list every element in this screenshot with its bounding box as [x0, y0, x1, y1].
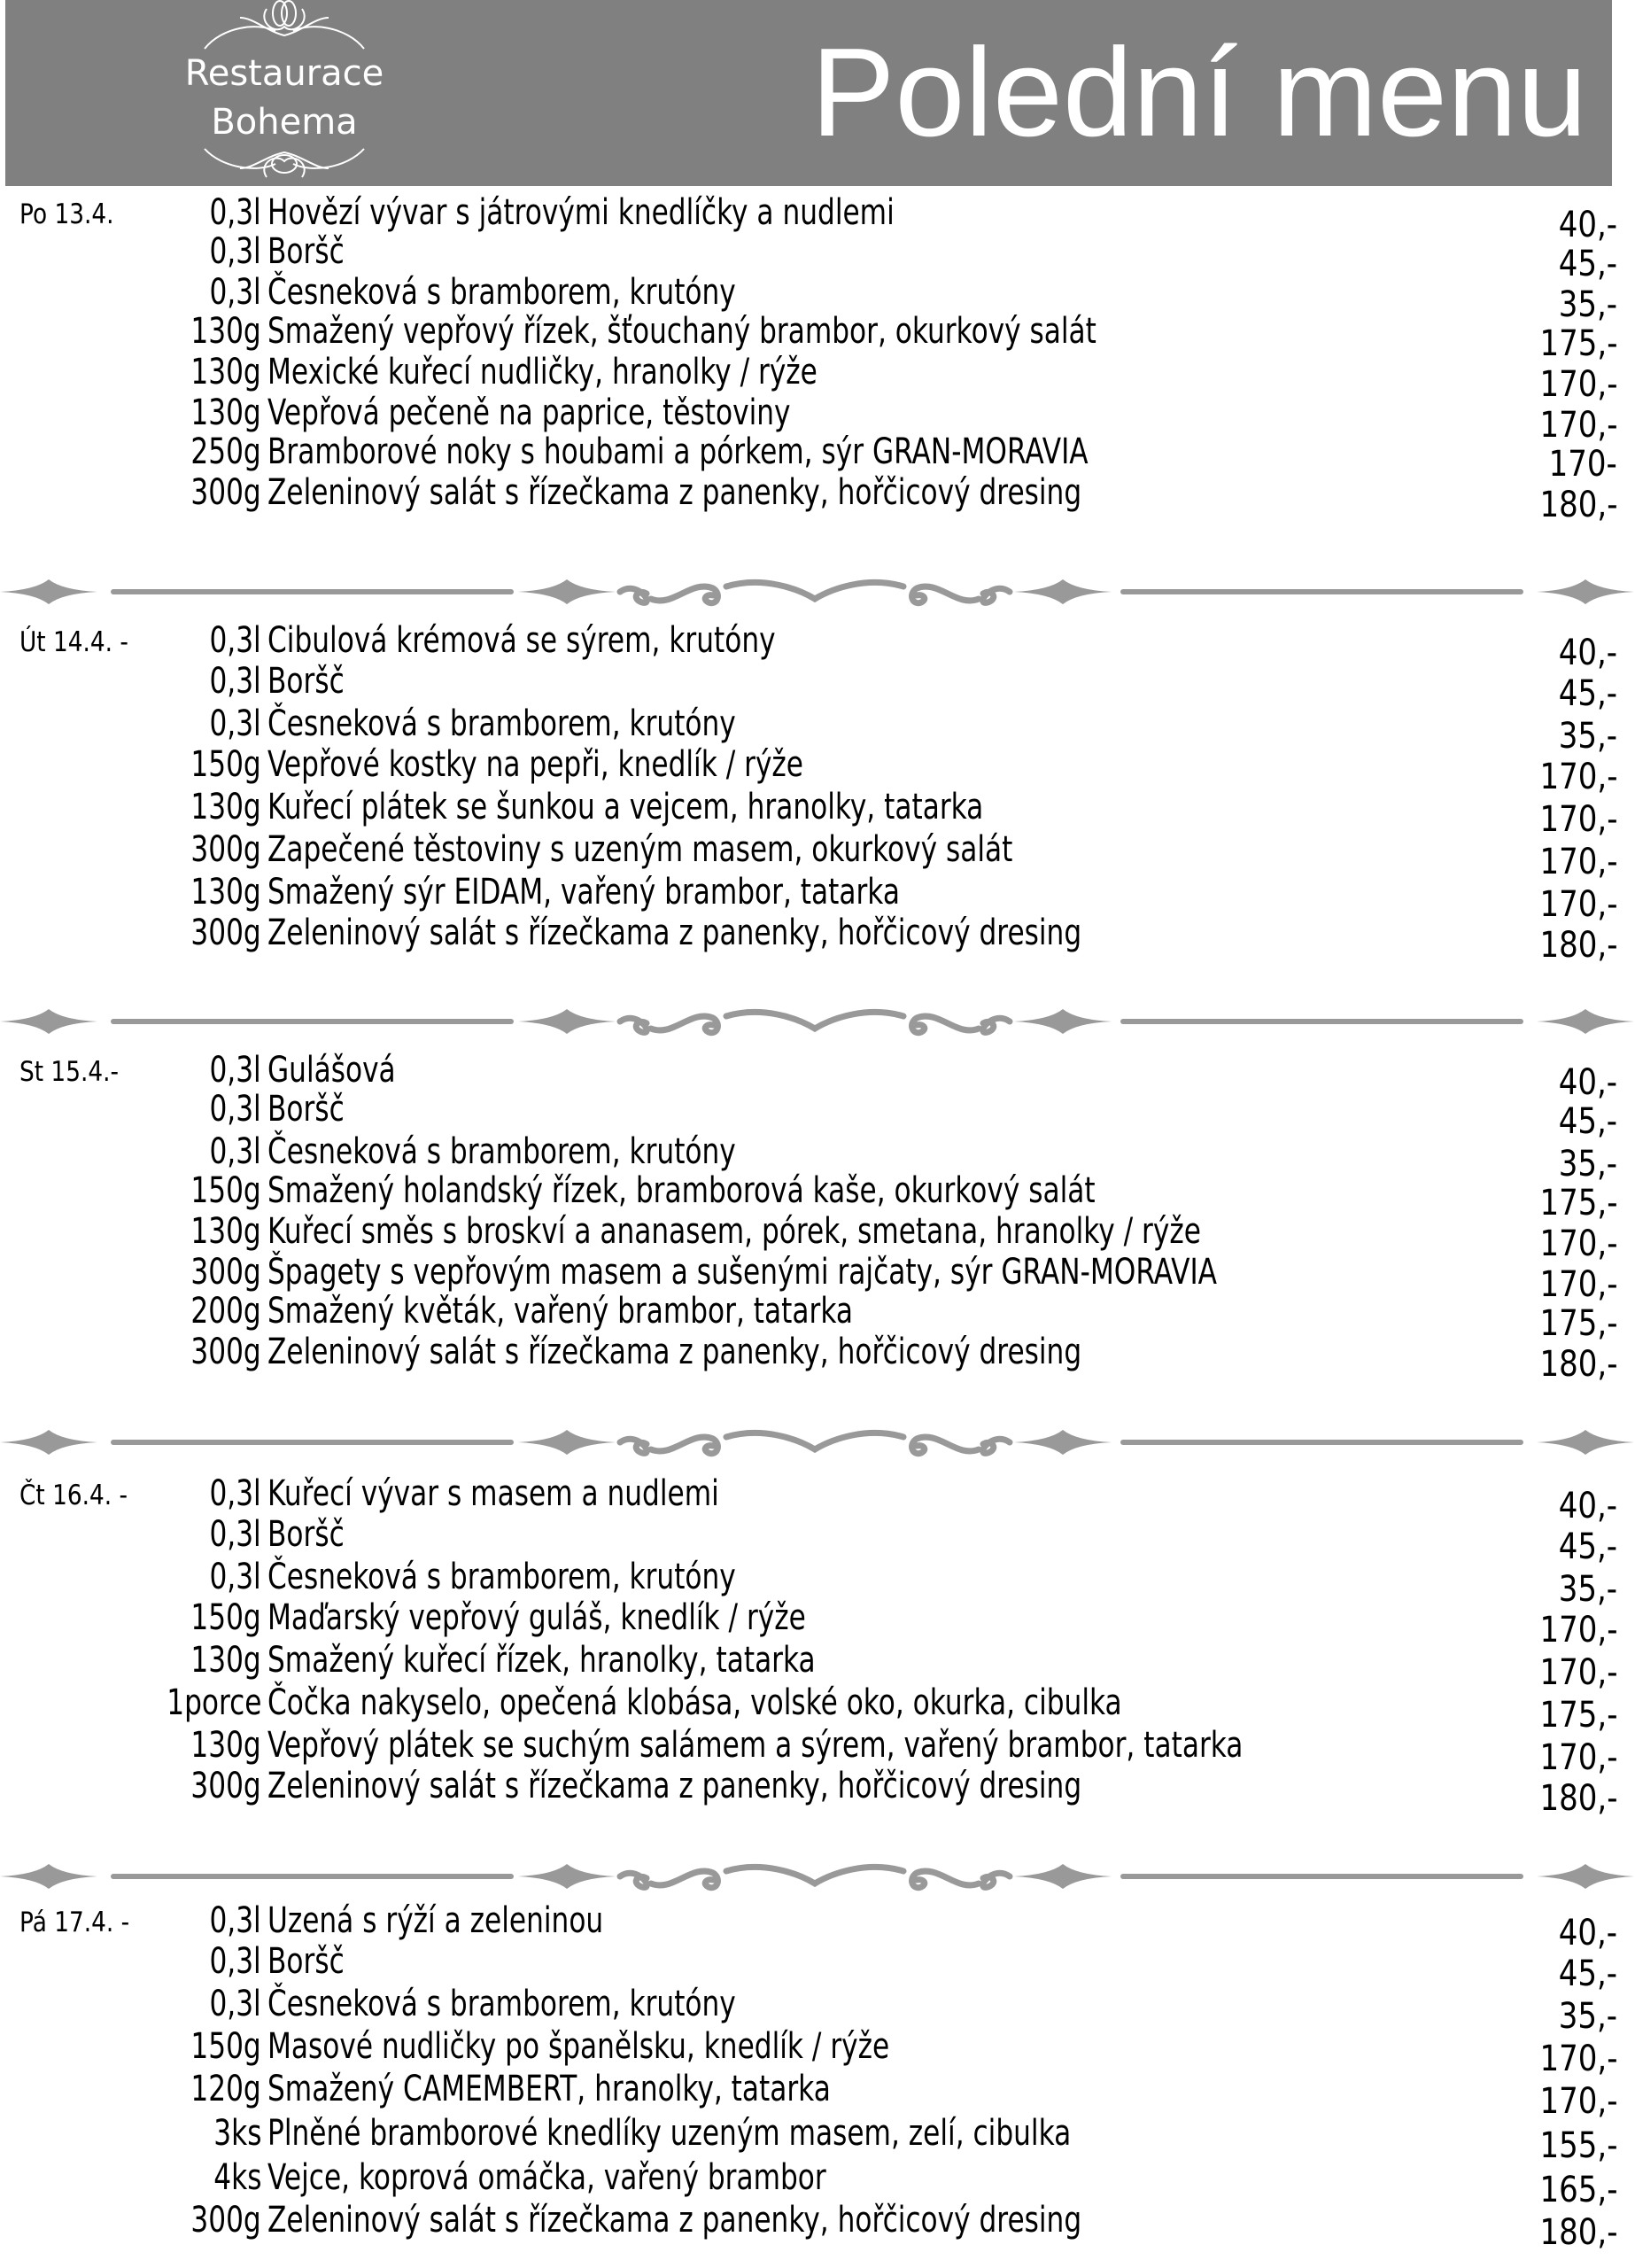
menu-item	[0, 2199, 1635, 2253]
menu-item	[0, 786, 1635, 840]
item-dish: Smažený květák, vařený brambor, tatarka	[267, 1291, 853, 1332]
item-price: 170,-	[1539, 405, 1617, 446]
item-price: 155,-	[1539, 2125, 1617, 2166]
item-quantity: 300g	[190, 913, 261, 953]
item-dish: Česneková s bramborem, krutóny	[267, 1131, 736, 1172]
item-dish: Smažený vepřový řízek, šťouchaný brambor, okurkový salát	[267, 311, 1096, 352]
item-dish: Gulášová	[267, 1050, 396, 1091]
item-quantity: 200g	[190, 1291, 261, 1332]
menu-item	[0, 828, 1635, 882]
item-price: 170,-	[1539, 799, 1617, 840]
item-quantity: 130g	[190, 352, 261, 392]
menu-item	[0, 1049, 1635, 1103]
item-quantity: 1porce	[166, 1682, 261, 1723]
day-label: Út 14.4. -	[19, 626, 128, 658]
menu-item	[0, 743, 1635, 797]
item-dish: Zapečené těstoviny s uzeným masem, okurkový salát	[267, 829, 1013, 870]
item-price: 180,-	[1539, 1344, 1617, 1385]
menu-item	[0, 1169, 1635, 1223]
item-dish: Mexické kuřecí nudličky, hranolky / rýže	[267, 352, 818, 392]
item-quantity: 300g	[190, 1252, 261, 1293]
menu-item	[0, 1210, 1635, 1264]
item-price: 40,-	[1558, 205, 1617, 245]
item-quantity: 130g	[190, 872, 261, 913]
item-quantity: 0,3l	[209, 1131, 261, 1172]
day-label: Pá 17.4. -	[19, 1907, 130, 1938]
item-price: 45,-	[1558, 1953, 1617, 1994]
logo-text-bohema: Bohema	[211, 102, 358, 143]
item-price: 45,-	[1558, 1101, 1617, 1142]
item-price: 180,-	[1539, 1778, 1617, 1819]
menu-item	[0, 1596, 1635, 1651]
ornament-divider	[0, 576, 1635, 611]
menu-item	[0, 912, 1635, 966]
item-quantity: 300g	[190, 472, 261, 513]
menu-item	[0, 2156, 1635, 2210]
item-quantity: 130g	[190, 787, 261, 827]
menu-item	[0, 703, 1635, 757]
item-quantity: 150g	[190, 2026, 261, 2067]
menu-item	[0, 191, 1635, 245]
restaurant-logo	[151, 0, 417, 186]
item-dish: Masové nudličky po španělsku, knedlík / rýže	[267, 2026, 890, 2067]
item-dish: Vepřový plátek se suchým salámem a sýrem, vařený brambor, tatarka	[267, 1725, 1244, 1766]
item-dish: Zeleninový salát s řízečkama z panenky, hořčicový dresing	[267, 913, 1082, 953]
item-price: 45,-	[1558, 1526, 1617, 1567]
item-quantity: 130g	[190, 1725, 261, 1766]
menu-item	[0, 310, 1635, 364]
menu-item	[0, 2068, 1635, 2122]
item-price: 170,-	[1539, 364, 1617, 405]
divider-ornament-icon	[0, 576, 1635, 611]
item-price: 170-	[1548, 444, 1617, 485]
item-dish: Smažený holandský řízek, bramborová kaše, okurkový salát	[267, 1170, 1096, 1211]
item-quantity: 300g	[190, 1332, 261, 1372]
item-quantity: 120g	[190, 2069, 261, 2109]
item-quantity: 130g	[190, 311, 261, 352]
menu-item	[0, 2025, 1635, 2079]
item-quantity: 250g	[190, 431, 261, 472]
item-price: 170,-	[1539, 1737, 1617, 1778]
menu-item	[0, 2112, 1635, 2166]
item-dish: Zeleninový salát s řízečkama z panenky, hořčicový dresing	[267, 1766, 1082, 1806]
item-price: 170,-	[1539, 884, 1617, 925]
menu-item	[0, 1724, 1635, 1778]
item-dish: Česneková s bramborem, krutóny	[267, 1557, 736, 1597]
item-dish: Zeleninový salát s řízečkama z panenky, hořčicový dresing	[267, 472, 1082, 513]
header-banner	[5, 0, 1612, 186]
menu-item	[0, 1983, 1635, 2037]
divider-ornament-icon	[0, 1860, 1635, 1896]
divider-ornament-icon	[0, 1006, 1635, 1041]
item-quantity: 150g	[190, 1170, 261, 1211]
item-dish: Česneková s bramborem, krutóny	[267, 272, 736, 313]
divider-ornament-icon	[0, 1426, 1635, 1462]
item-quantity: 130g	[190, 392, 261, 433]
item-price: 180,-	[1539, 2212, 1617, 2253]
item-dish: Česneková s bramborem, krutóny	[267, 703, 736, 744]
menu-item	[0, 230, 1635, 284]
item-price: 175,-	[1539, 1183, 1617, 1223]
ornament-divider	[0, 1860, 1635, 1896]
item-quantity: 0,3l	[209, 192, 261, 233]
item-dish: Špagety s vepřovým masem a sušenými rajčaty, sýr GRAN-MORAVIA	[267, 1252, 1218, 1293]
item-quantity: 300g	[190, 2200, 261, 2241]
page-title: Polední menu	[810, 22, 1587, 163]
menu-item	[0, 1765, 1635, 1819]
item-price: 175,-	[1539, 323, 1617, 364]
item-quantity: 0,3l	[209, 1514, 261, 1555]
item-dish: Smažený CAMEMBERT, hranolky, tatarka	[267, 2069, 831, 2109]
item-dish: Čočka nakyselo, opečená klobása, volské oko, okurka, cibulka	[267, 1682, 1122, 1723]
item-price: 45,-	[1558, 244, 1617, 284]
menu-item	[0, 660, 1635, 714]
menu-item	[0, 351, 1635, 405]
item-quantity: 0,3l	[209, 1941, 261, 1982]
item-price: 170,-	[1539, 757, 1617, 797]
menu-item	[0, 1556, 1635, 1610]
item-price: 45,-	[1558, 673, 1617, 714]
menu-item	[0, 1088, 1635, 1142]
item-quantity: 0,3l	[209, 1089, 261, 1130]
menu-item	[0, 1331, 1635, 1385]
menu-item	[0, 1940, 1635, 1994]
item-dish: Vepřová pečeně na paprice, těstoviny	[267, 392, 791, 433]
menu-item	[0, 392, 1635, 446]
item-dish: Boršč	[267, 1941, 345, 1982]
item-quantity: 130g	[190, 1640, 261, 1681]
item-dish: Vepřové kostky na pepři, knedlík / rýže	[267, 744, 804, 785]
item-dish: Zeleninový salát s řízečkama z panenky, hořčicový dresing	[267, 2200, 1082, 2241]
item-dish: Boršč	[267, 661, 345, 702]
item-price: 170,-	[1539, 1223, 1617, 1264]
day-label: Po 13.4.	[19, 198, 114, 230]
ornament-divider	[0, 1426, 1635, 1462]
item-price: 40,-	[1558, 633, 1617, 673]
item-dish: Plněné bramborové knedlíky uzeným masem, zelí, cibulka	[267, 2113, 1072, 2154]
menu-item	[0, 1682, 1635, 1736]
item-quantity: 0,3l	[209, 231, 261, 272]
item-quantity: 0,3l	[209, 1900, 261, 1941]
item-price: 170,-	[1539, 1264, 1617, 1305]
item-dish: Kuřecí směs s broskví a ananasem, pórek, smetana, hranolky / rýže	[267, 1211, 1201, 1252]
item-price: 35,-	[1558, 284, 1617, 325]
item-dish: Zeleninový salát s řízečkama z panenky, hořčicový dresing	[267, 1332, 1082, 1372]
item-quantity: 150g	[190, 1597, 261, 1638]
item-price: 35,-	[1558, 1996, 1617, 2037]
item-price: 40,-	[1558, 1486, 1617, 1526]
item-quantity: 130g	[190, 1211, 261, 1252]
menu-item	[0, 1899, 1635, 1953]
item-price: 35,-	[1558, 716, 1617, 757]
item-quantity: 0,3l	[209, 1557, 261, 1597]
menu-item	[0, 1513, 1635, 1567]
item-price: 170,-	[1539, 1652, 1617, 1693]
item-quantity: 4ks	[213, 2157, 261, 2198]
item-dish: Kuřecí plátek se šunkou a vejcem, hranolky, tatarka	[267, 787, 984, 827]
item-dish: Hovězí vývar s játrovými knedlíčky a nudlemi	[267, 192, 895, 233]
ornament-divider	[0, 1006, 1635, 1041]
item-quantity: 300g	[190, 829, 261, 870]
item-dish: Boršč	[267, 231, 345, 272]
item-price: 175,-	[1539, 1695, 1617, 1736]
item-quantity: 0,3l	[209, 1050, 261, 1091]
item-price: 40,-	[1558, 1062, 1617, 1103]
menu-item	[0, 1639, 1635, 1693]
item-dish: Bramborové noky s houbami a pórkem, sýr GRAN-MORAVIA	[267, 431, 1089, 472]
item-price: 180,-	[1539, 925, 1617, 966]
menu-item	[0, 871, 1635, 925]
item-dish: Smažený kuřecí řízek, hranolky, tatarka	[267, 1640, 816, 1681]
item-price: 170,-	[1539, 842, 1617, 882]
menu-item	[0, 1130, 1635, 1184]
day-label: St 15.4.-	[19, 1056, 119, 1088]
item-quantity: 0,3l	[209, 620, 261, 661]
item-dish: Vejce, koprová omáčka, vařený brambor	[267, 2157, 826, 2198]
day-label: Čt 16.4. -	[19, 1480, 128, 1511]
menu-item	[0, 1251, 1635, 1305]
item-price: 180,-	[1539, 485, 1617, 525]
item-quantity: 3ks	[213, 2113, 261, 2154]
menu-item	[0, 619, 1635, 673]
item-dish: Maďarský vepřový guláš, knedlík / rýže	[267, 1597, 806, 1638]
menu-item	[0, 431, 1635, 485]
item-dish: Cibulová krémová se sýrem, krutóny	[267, 620, 776, 661]
item-price: 170,-	[1539, 2039, 1617, 2079]
item-price: 35,-	[1558, 1569, 1617, 1610]
menu-item	[0, 271, 1635, 325]
item-price: 175,-	[1539, 1303, 1617, 1344]
item-quantity: 0,3l	[209, 1473, 261, 1514]
item-price: 35,-	[1558, 1144, 1617, 1184]
item-quantity: 0,3l	[209, 272, 261, 313]
item-price: 170,-	[1539, 1610, 1617, 1651]
menu-item	[0, 1290, 1635, 1344]
item-price: 165,-	[1539, 2170, 1617, 2210]
item-dish: Česneková s bramborem, krutóny	[267, 1984, 736, 2024]
item-quantity: 0,3l	[209, 661, 261, 702]
item-quantity: 0,3l	[209, 1984, 261, 2024]
item-quantity: 150g	[190, 744, 261, 785]
item-dish: Kuřecí vývar s masem a nudlemi	[267, 1473, 719, 1514]
item-price: 40,-	[1558, 1913, 1617, 1953]
item-price: 170,-	[1539, 2081, 1617, 2122]
item-dish: Boršč	[267, 1089, 345, 1130]
item-dish: Boršč	[267, 1514, 345, 1555]
item-quantity: 300g	[190, 1766, 261, 1806]
item-dish: Uzená s rýží a zeleninou	[267, 1900, 604, 1941]
menu-item	[0, 471, 1635, 525]
logo-text-restaurace: Restaurace	[184, 53, 384, 94]
menu-item	[0, 1472, 1635, 1526]
item-dish: Smažený sýr EIDAM, vařený brambor, tatarka	[267, 872, 900, 913]
item-quantity: 0,3l	[209, 703, 261, 744]
